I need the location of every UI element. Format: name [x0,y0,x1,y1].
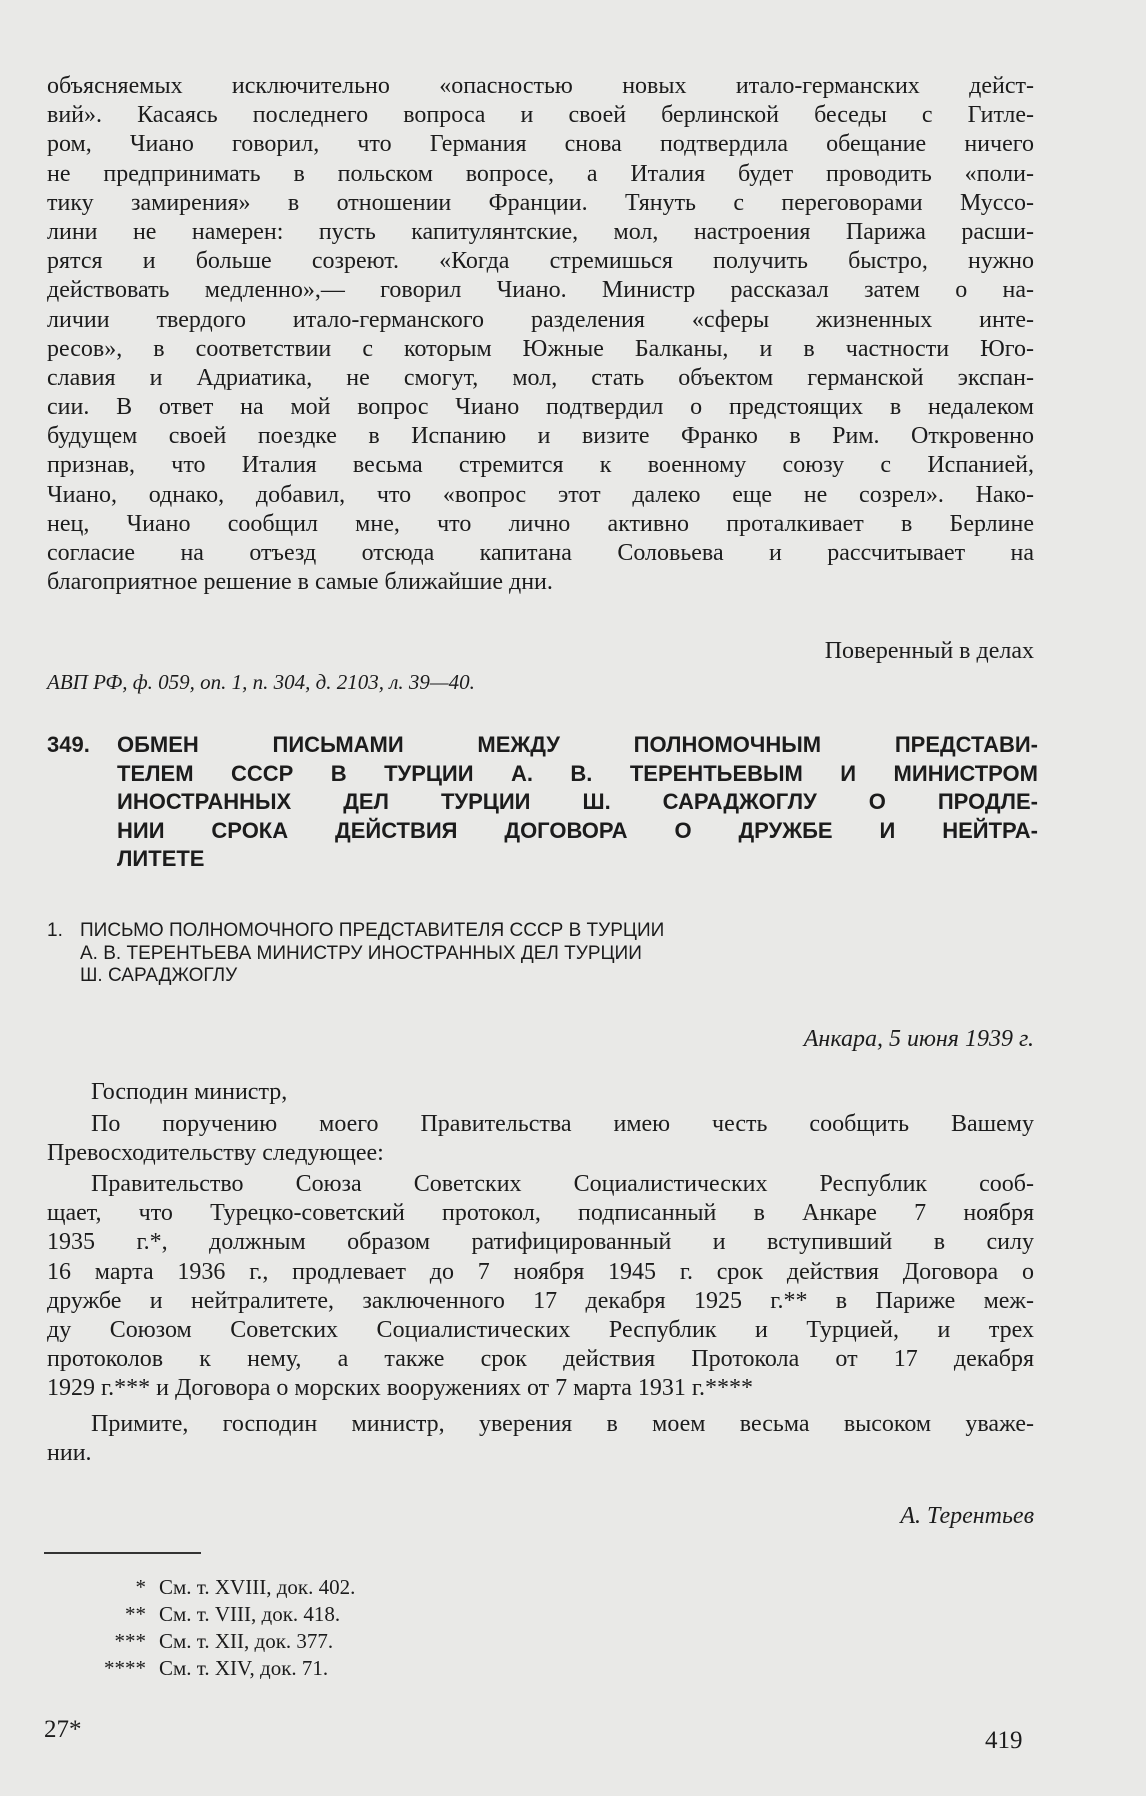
paragraph-closing [47,1410,1034,1468]
text-line: согласие на отъезд отсюда капитана Соловьева и рассчитывает на [47,540,1034,566]
text-line: ОБМЕН ПИСЬМАМИ МЕЖДУ ПОЛНОМОЧНЫМ ПРЕДСТАВИ- [117,732,1038,757]
signature-mark: 27* [44,1716,82,1743]
footnote-text: См. т. XIV, док. 71. [159,1656,329,1680]
signer-title: Поверенный в делах [824,638,1034,664]
text-line: вий». Касаясь последнего вопроса и своей берлинской беседы с Гитле- [47,102,1034,129]
text-line: личии твердого итало-германского разделения «сферы жизненных инте- [47,306,1034,333]
letter-title-line: А. В. ТЕРЕНТЬЕВА МИНИСТРУ ИНОСТРАННЫХ ДЕЛ ТУРЦИИ [80,942,642,964]
footnote-divider [44,1552,201,1554]
footnote-mark: *** [114,1629,146,1653]
document-title [47,731,1038,874]
text-line: протоколов к нему, а также срок действия Протокола от 17 декабря [47,1346,1034,1373]
text-line: ду Союзом Советских Социалистических Республик и Турцией, и трех [47,1316,1034,1343]
signature: А. Терентьев [900,1503,1034,1529]
footnotes [47,1574,547,1682]
footnote-mark: * [135,1575,146,1599]
text-line: дружбе и нейтралитете, заключенного 17 декабря 1925 г.** в Париже меж- [47,1287,1034,1314]
text-line: нец, Чиано сообщил мне, что лично активно проталкивает в Берлине [47,510,1034,537]
salutation: Господин министр, [91,1079,288,1105]
page-number: 419 [985,1727,1023,1754]
letter-number: 1. [47,920,63,941]
text-line: ЛИТЕТЕ [117,846,205,871]
text-line: 1929 г.*** и Договора о морских вооружениях от 7 марта 1931 г.**** [47,1375,754,1402]
text-line: сии. В ответ на мой вопрос Чиано подтвердил о предстоящих в недалеком [47,394,1034,421]
text-line: благоприятное решение в самые ближайшие дни. [47,569,553,596]
paragraph-intro [47,1110,1034,1168]
text-line: Превосходительству следующее: [47,1140,384,1167]
archive-source: АВП РФ, ф. 059, оп. 1, п. 304, д. 2103, л. 39—40. [47,670,475,694]
footnote [47,1601,547,1628]
text-line: ром, Чиано говорил, что Германия снова подтвердила обещание ничего [47,131,1034,158]
text-line: действовать медленно»,— говорил Чиано. Министр рассказал затем о на- [47,277,1034,304]
text-line: ИНОСТРАННЫХ ДЕЛ ТУРЦИИ Ш. САРАДЖОГЛУ О ПРОДЛЕ- [117,789,1038,814]
text-line: Правительство Союза Советских Социалистических Республик сооб- [91,1171,1034,1197]
letter-title-line: Ш. САРАДЖОГЛУ [80,965,238,986]
footnote-text: См. т. XII, док. 377. [159,1629,334,1653]
paragraph-protocol [47,1170,1034,1404]
text-line: 1935 г.*, должным образом ратифицированный и вступивший в силу [47,1229,1034,1256]
text-line: тику замирения» в отношении Франции. Тянуть с переговорами Муссо- [47,189,1034,216]
text-line: нии. [47,1440,92,1467]
text-line: 16 марта 1936 г., продлевает до 7 ноября 1945 г. срок действия Договора о [47,1258,1034,1285]
footnote-mark: ** [125,1602,146,1626]
text-line: Чиано, однако, добавил, что «вопрос этот далеко еще не созрел». Нако- [47,481,1034,508]
footnote-mark: **** [104,1656,146,1680]
text-line: лини не намерен: пусть капитулянтские, мол, настроения Парижа расши- [47,218,1034,245]
footnote-text: См. т. VIII, док. 418. [159,1602,341,1626]
text-line: славия и Адриатика, не смогут, мол, стать объектом германской экспан- [47,364,1034,391]
text-line: признав, что Италия весьма стремится к военному союзу с Испанией, [47,452,1034,479]
text-line: не предпринимать в польском вопросе, а Италия будет проводить «поли- [47,160,1034,187]
text-line: ТЕЛЕМ СССР В ТУРЦИИ А. В. ТЕРЕНТЬЕВЫМ И МИНИСТРОМ [117,760,1038,786]
letter-title-line: ПИСЬМО ПОЛНОМОЧНОГО ПРЕДСТАВИТЕЛЯ СССР В ТУРЦИИ [80,920,665,941]
text-line: рятся и больше созреют. «Когда стремишься получить быстро, нужно [47,248,1034,275]
footnote [47,1655,547,1682]
footnote [47,1574,547,1601]
text-line: щает, что Турецко-советский протокол, подписанный в Анкаре 7 ноября [47,1200,1034,1227]
text-line: объясняемых исключительно «опасностью новых итало-германских дейст- [47,73,1034,99]
text-line: ресов», в соответствии с которым Южные Балканы, и в частности Юго- [47,335,1034,362]
text-line: По поручению моего Правительства имею честь сообщить Вашему [91,1111,1034,1137]
paragraph-ciano-report [47,72,1034,597]
letter-heading [47,920,967,988]
footnote [47,1628,547,1655]
footnote-text: См. т. XVIII, док. 402. [159,1575,356,1599]
text-line: будущем своей поездке в Испанию и визите Франко в Рим. Откровенно [47,423,1034,450]
place-date: Анкара, 5 июня 1939 г. [803,1026,1034,1052]
text-line: НИИ СРОКА ДЕЙСТВИЯ ДОГОВОРА О ДРУЖБЕ И НЕЙТРА- [117,817,1038,843]
text-line: Примите, господин министр, уверения в моем весьма высоком уваже- [91,1411,1034,1437]
document-number: 349. [47,732,90,757]
